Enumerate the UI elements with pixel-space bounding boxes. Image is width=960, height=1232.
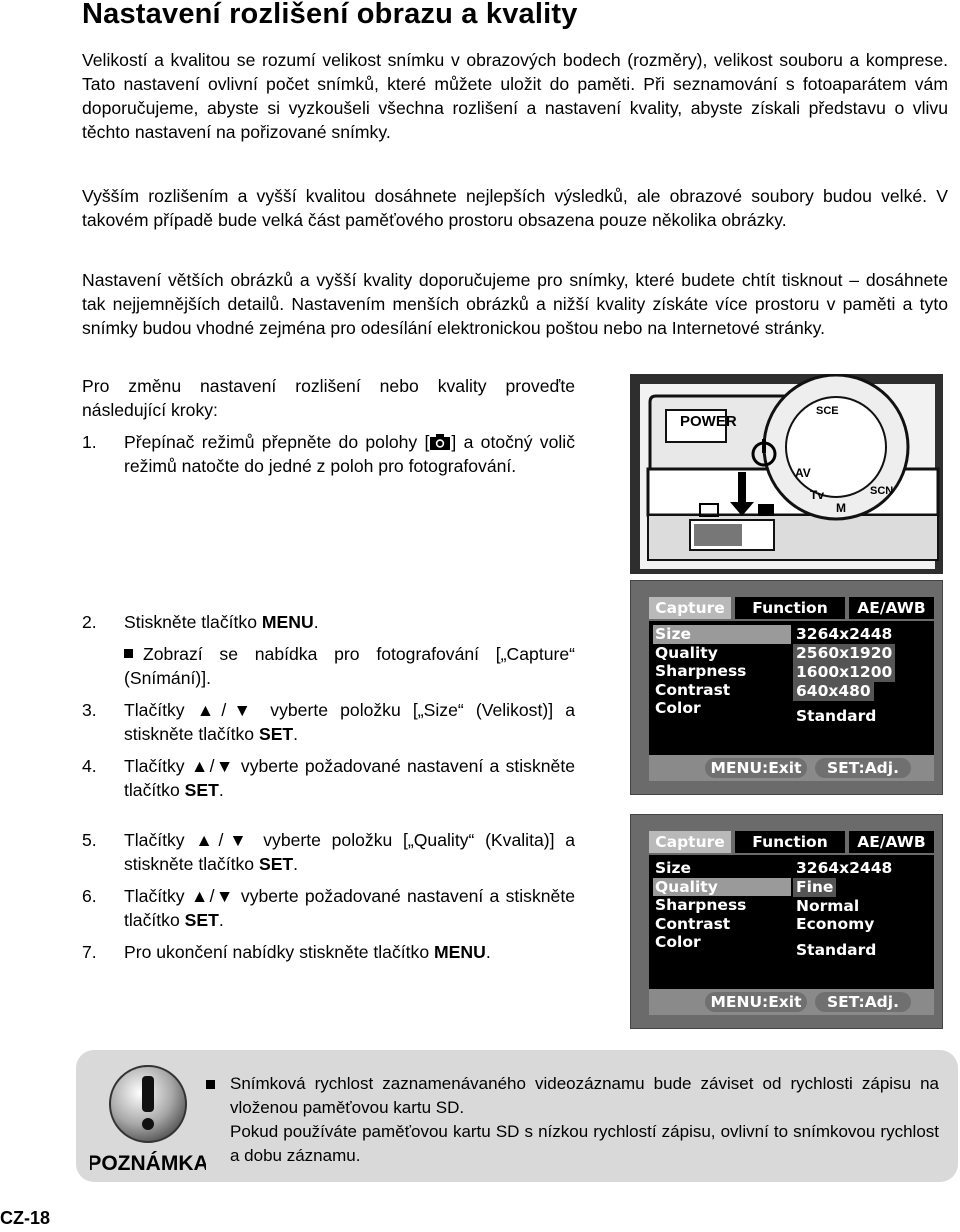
tab-ae-awb: AE/AWB (849, 831, 934, 853)
step-number: 2. (82, 612, 97, 632)
tab-capture: Capture (649, 597, 731, 619)
tab-ae-awb: AE/AWB (849, 597, 934, 619)
step-text: Tlačítky ▲/▼ vyberte položku [„Quality“ (Kvalita)] a stiskněte tlačítko (124, 830, 575, 874)
option: 2560x1920 (793, 644, 895, 663)
step-number: 1. (82, 432, 97, 452)
bullet-icon (124, 649, 133, 658)
option: Fine (793, 878, 836, 897)
step-text-cont: ] a otočný volič režimů natočte do jedné z poloh pro fotografování. (124, 432, 575, 476)
menu-item-size: Size (653, 625, 793, 644)
paragraph-2: Vyšším rozlišením a vyšší kvalitou dosáhnete nejlepších výsledků, ale obrazové soubory budou velké. V takovém případě bude velká část paměťového prostoru obsazena pouze několika obrázky. (82, 186, 948, 230)
set-key: SET (258, 854, 294, 874)
menu-key: MENU (261, 612, 314, 632)
option: 3264x2448 (796, 625, 893, 643)
step-text: Tlačítky ▲/▼ vyberte požadované nastavení a stiskněte tlačítko (124, 886, 575, 930)
step-text: Pro ukončení nabídky stiskněte tlačítko (124, 942, 435, 962)
menu-key: MENU (434, 942, 486, 962)
intro-text: Pro změnu nastavení rozlišení nebo kvality proveďte následující kroky: (82, 376, 575, 420)
set-key: SET (184, 780, 219, 800)
note-icon (90, 1062, 206, 1174)
step-number: 6. (82, 886, 97, 906)
option: Normal (796, 897, 860, 915)
note-label: POZNÁMKA (90, 1152, 206, 1174)
page-number: CZ-18 (0, 1208, 51, 1228)
svg-text:Tv: Tv (810, 488, 825, 502)
menu-item-color: Color (655, 933, 701, 951)
step-6: 6. Tlačítky ▲/▼ vyberte požadované nastavení a stiskněte tlačítko SET. (82, 886, 575, 930)
svg-text:SCE: SCE (816, 405, 839, 417)
option: 3264x2448 (796, 859, 893, 877)
step-1 (82, 430, 575, 510)
menu-item-color: Color (655, 699, 701, 717)
option: 1600x1200 (793, 663, 895, 682)
camera-illustration (630, 374, 943, 574)
paragraph-1: Velikostí a kvalitou se rozumí velikost snímku v obrazových bodech (rozměry), velikost souboru a komprese. Tato nastavení ovlivní počet snímků, které můžete uložit do paměti. Při seznamování s fotoaparátem vám doporučujeme, abyste si vyzkoušeli všechna rozlišení a nastavení kvality, abyste získali představu o vlivu těchto nastavení na pořizované snímky. (82, 50, 948, 142)
step-2: 2. Stiskněte tlačítko MENU. (82, 612, 319, 632)
step-number: 3. (82, 700, 97, 720)
step-text: Přepínač režimů přepněte do polohy [ (124, 432, 430, 452)
step-number: 4. (82, 756, 97, 776)
step-2-bullet (82, 642, 575, 692)
step-7: 7. Pro ukončení nabídky stiskněte tlačítko MENU. (82, 942, 491, 962)
page-title: Nastavení rozlišení obrazu a kvality (82, 0, 578, 30)
capture-menu-quality (630, 814, 943, 1029)
set-adjust-hint: SET:Adj. (815, 992, 911, 1012)
menu-item-size: Size (655, 859, 692, 877)
step-4: 4. Tlačítky ▲/▼ vyberte požadované nastavení a stiskněte tlačítko SET. (82, 756, 575, 800)
option: Standard (796, 707, 877, 725)
step-text: Tlačítky ▲/▼ vyberte požadované nastavení a stiskněte tlačítko (124, 756, 575, 800)
power-label: POWER (680, 413, 737, 430)
svg-text:AV: AV (795, 466, 811, 480)
tab-function: Function (735, 831, 845, 853)
tab-capture: Capture (649, 831, 731, 853)
camera-mode-icon (429, 432, 451, 448)
menu-exit-hint: MENU:Exit (705, 992, 807, 1012)
capture-menu-size (630, 580, 943, 795)
set-key: SET (258, 724, 294, 744)
note-line-1: Snímková rychlost zaznamenávaného videozáznamu bude záviset od rychlosti zápisu na vloženou paměťovou kartu SD. (230, 1074, 939, 1117)
svg-text:SCN: SCN (870, 485, 894, 497)
note-line-2: Pokud používáte paměťovou kartu SD s nízkou rychlostí zápisu, ovlivní to snímkovou rychlost a dobu záznamu. (230, 1122, 939, 1165)
option: 640x480 (793, 682, 874, 701)
menu-item-quality: Quality (655, 643, 718, 662)
menu-exit-hint: MENU:Exit (705, 758, 807, 778)
bullet-icon (206, 1080, 215, 1089)
step-3: 3. Tlačítky ▲/▼ vyberte položku [„Size“ (Velikost)] a stiskněte tlačítko SET. (82, 700, 575, 744)
menu-item-sharpness: Sharpness (655, 896, 747, 914)
menu-item-sharpness: Sharpness (655, 662, 747, 680)
paragraph-3: Nastavení větších obrázků a vyšší kvality doporučujeme pro snímky, které budete chtít tisknout – dosáhnete tak nejjemnějších detailů. Nastavením menších obrázků a nižší kvality získáte více prostoru v paměti a tyto snímky budou vhodné zejména pro odesílání elektronickou poštou nebo na Internetové stránky. (82, 270, 948, 338)
set-key: SET (184, 910, 219, 930)
step-5: 5. Tlačítky ▲/▼ vyberte položku [„Quality“ (Kvalita)] a stiskněte tlačítko SET. (82, 830, 575, 874)
note-text (230, 1072, 939, 1168)
set-adjust-hint: SET:Adj. (815, 758, 911, 778)
step-number: 5. (82, 830, 97, 850)
option: Economy (796, 915, 875, 933)
step-text: Stiskněte tlačítko (124, 612, 262, 632)
tab-function: Function (735, 597, 845, 619)
step-number: 7. (82, 942, 97, 962)
step-text: Tlačítky ▲/▼ vyberte položku [„Size“ (Velikost)] a stiskněte tlačítko (124, 700, 575, 744)
menu-item-contrast: Contrast (655, 680, 731, 699)
svg-text:M: M (836, 501, 846, 515)
menu-item-quality: Quality (653, 878, 793, 897)
option: Standard (796, 941, 877, 959)
menu-item-contrast: Contrast (655, 914, 731, 933)
bullet-text: Zobrazí se nabídka pro fotografování [„Capture“ (Snímání)]. (124, 644, 575, 688)
